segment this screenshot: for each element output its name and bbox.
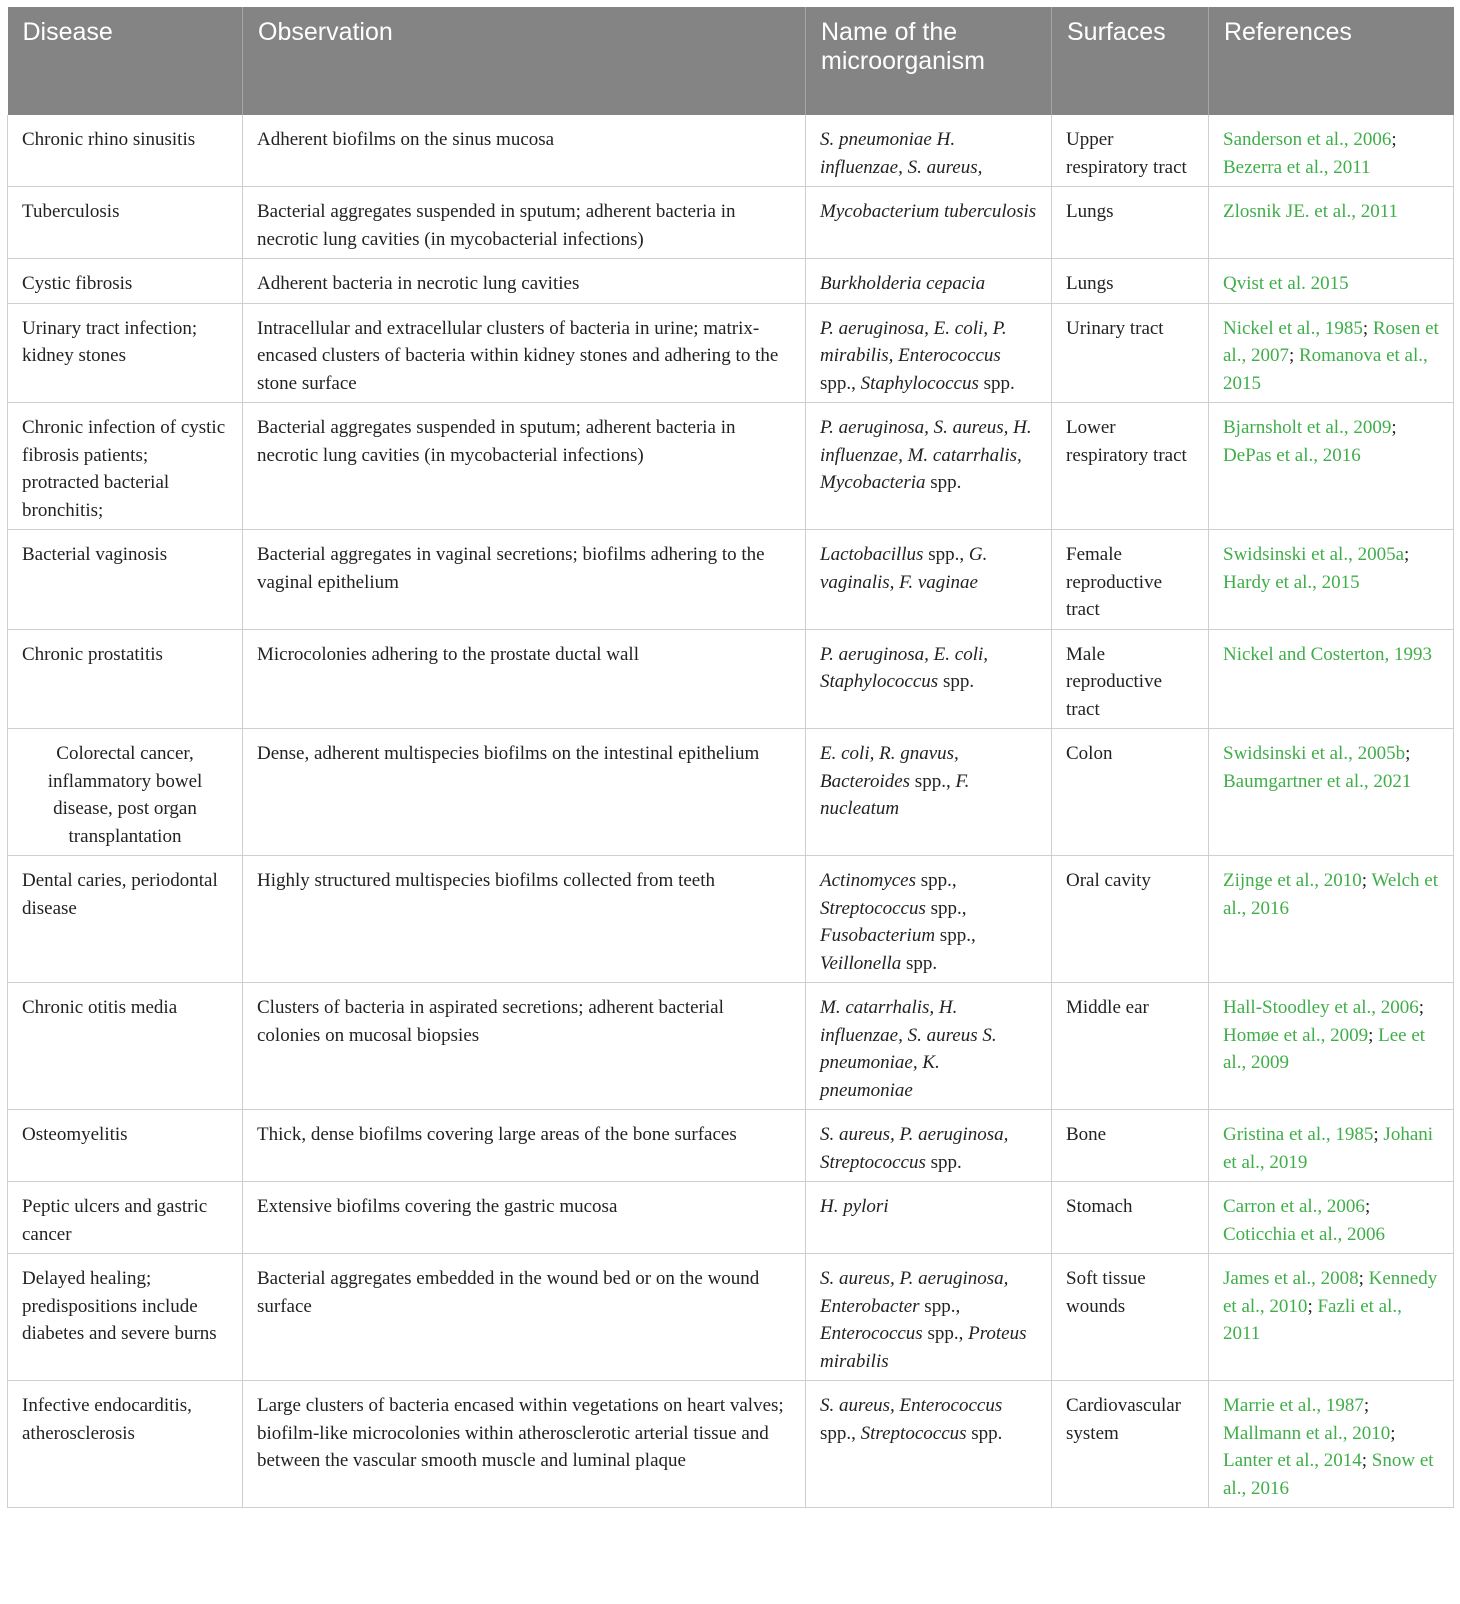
organism-suffix: spp., [939, 925, 976, 946]
references-cell [1209, 629, 1454, 729]
organism-name: Lactobacillus [820, 544, 929, 565]
surface-cell: Male reproductive tract [1052, 629, 1209, 729]
organism-cell [806, 856, 1052, 983]
organism-name: G. vaginalis, F. vaginae [820, 544, 988, 593]
reference-link[interactable]: Fazli et al., 2011 [1223, 1295, 1402, 1344]
disease-cell: Chronic rhino sinusitis [8, 115, 243, 187]
disease-cell: Bacterial vaginosis [8, 530, 243, 630]
organism-suffix: spp., [820, 1422, 861, 1444]
references-cell [1209, 115, 1454, 187]
reference-link[interactable]: Sanderson et al., 2006 [1223, 129, 1392, 150]
surface-cell: Urinary tract [1052, 303, 1209, 403]
table-row [8, 1182, 1454, 1254]
surface-cell: Upper respiratory tract [1052, 115, 1209, 187]
organism-cell [806, 530, 1052, 630]
reference-link[interactable]: Swidsinski et al., 2005b [1223, 743, 1406, 764]
organism-suffix: spp. [906, 952, 938, 974]
organism-suffix: spp., [924, 1295, 961, 1317]
reference-link[interactable]: Johani et al., 2019 [1223, 1124, 1434, 1173]
observation-cell: Adherent bacteria in necrotic lung cavities [243, 259, 806, 304]
organism-suffix: spp., [930, 897, 967, 919]
organism-suffix: spp., [920, 870, 957, 891]
surface-cell: Colon [1052, 729, 1209, 856]
organism-suffix: spp. [942, 671, 975, 692]
header-surfaces: Surfaces [1052, 7, 1209, 115]
organism-suffix: spp., [820, 372, 861, 394]
organism-cell: Mycobacterium tuberculosis [806, 187, 1052, 259]
observation-cell: Bacterial aggregates suspended in sputum; adherent bacteria in necrotic lung cavities (in mycobacterial infections) [243, 403, 806, 530]
organism-suffix: spp. [983, 372, 1015, 394]
reference-link[interactable]: James et al., 2008 [1223, 1268, 1359, 1289]
organism-suffix: spp. [971, 1422, 1003, 1444]
reference-separator: ; [1405, 743, 1411, 764]
header-microorganism: Name of the microorganism [806, 7, 1052, 115]
surface-cell: Middle ear [1052, 983, 1209, 1110]
reference-separator: ; [1418, 997, 1425, 1018]
reference-separator: ; [1368, 1024, 1379, 1046]
organism-name: Enterococcus [820, 1323, 928, 1344]
organism-suffix: spp., [928, 544, 969, 565]
reference-link[interactable]: Zlosnik JE. et al., 2011 [1223, 201, 1399, 222]
reference-separator: ; [1391, 417, 1397, 438]
reference-link[interactable]: Bezerra et al., 2011 [1223, 156, 1371, 178]
organism-name: S. aureus, P. aeruginosa, Streptococcus [820, 1124, 1009, 1173]
organism-cell: M. catarrhalis, H. influenzae, S. aureus S. pneumoniae, K. pneumoniae [806, 983, 1052, 1110]
organism-name: S. aureus, P. aeruginosa, Enterobacter [820, 1268, 1009, 1317]
observation-cell: Microcolonies adhering to the prostate ductal wall [243, 629, 806, 729]
references-cell [1209, 1381, 1454, 1508]
disease-cell: Peptic ulcers and gastric cancer [8, 1182, 243, 1254]
reference-separator: ; [1307, 1295, 1318, 1317]
organism-cell: Burkholderia cepacia [806, 259, 1052, 304]
reference-separator: ; [1362, 317, 1373, 339]
organism-cell [806, 1254, 1052, 1381]
organism-name: Streptococcus [860, 1422, 972, 1444]
organism-name: E. coli, R. gnavus, Bacteroides [820, 743, 959, 792]
observation-cell: Bacterial aggregates in vaginal secretions; biofilms adhering to the vaginal epithelium [243, 530, 806, 630]
table-row [8, 259, 1454, 304]
observation-cell: Highly structured multispecies biofilms collected from teeth [243, 856, 806, 983]
observation-cell: Bacterial aggregates embedded in the wound bed or on the wound surface [243, 1254, 806, 1381]
observation-cell: Extensive biofilms covering the gastric mucosa [243, 1182, 806, 1254]
table-row [8, 115, 1454, 187]
reference-link[interactable]: Rosen et al., 2007 [1223, 317, 1439, 366]
organism-cell: S. pneumoniae H. influenzae, S. aureus, [806, 115, 1052, 187]
organism-suffix: spp. [930, 1151, 962, 1173]
observation-cell: Dense, adherent multispecies biofilms on the intestinal epithelium [243, 729, 806, 856]
table-header [8, 7, 1454, 115]
header-disease: Disease [8, 7, 243, 115]
header-row [8, 7, 1454, 115]
organism-cell [806, 1381, 1052, 1508]
header-references: References [1209, 7, 1454, 115]
reference-separator: ; [1358, 1268, 1369, 1289]
surface-cell: Female reproductive tract [1052, 530, 1209, 630]
reference-link[interactable]: Romanova et al., 2015 [1223, 345, 1428, 394]
surface-cell: Oral cavity [1052, 856, 1209, 983]
organism-name: F. nucleatum [820, 770, 970, 819]
surface-cell: Bone [1052, 1110, 1209, 1182]
reference-link[interactable]: Bjarnsholt et al., 2009 [1223, 417, 1392, 438]
organism-name: P. aeruginosa, E. coli, Staphylococcus [820, 643, 989, 692]
references-cell [1209, 530, 1454, 630]
reference-link[interactable]: Lanter et al., 2014 [1223, 1450, 1362, 1471]
organism-cell [806, 1110, 1052, 1182]
references-cell [1209, 1254, 1454, 1381]
disease-cell: Infective endocarditis, atherosclerosis [8, 1381, 243, 1508]
table-row [8, 1110, 1454, 1182]
reference-link[interactable]: Qvist et al. 2015 [1223, 273, 1349, 294]
organism-name: P. aeruginosa, E. coli, P. mirabilis, Enterococcus [820, 317, 1007, 366]
organism-suffix: spp., [927, 1323, 969, 1344]
reference-link[interactable]: Baumgartner et al., 2021 [1223, 770, 1412, 792]
reference-separator: ; [1404, 544, 1410, 565]
table-row [8, 530, 1454, 630]
reference-link[interactable]: Swidsinski et al., 2005a [1223, 544, 1405, 565]
disease-cell: Tuberculosis [8, 187, 243, 259]
table-row [8, 983, 1454, 1110]
disease-cell: Cystic fibrosis [8, 259, 243, 304]
reference-separator: ; [1391, 129, 1397, 150]
references-cell [1209, 983, 1454, 1110]
reference-separator: ; [1361, 870, 1372, 891]
reference-separator: ; [1390, 1422, 1396, 1444]
organism-name: Streptococcus [820, 897, 931, 919]
reference-link[interactable]: Welch et al., 2016 [1223, 870, 1438, 919]
surface-cell: Lower respiratory tract [1052, 403, 1209, 530]
disease-cell: Chronic otitis media [8, 983, 243, 1110]
reference-link[interactable]: Carron et al., 2006 [1223, 1196, 1365, 1217]
disease-cell: Delayed healing; predispositions include diabetes and severe burns [8, 1254, 243, 1381]
organism-cell [806, 729, 1052, 856]
surface-cell: Lungs [1052, 187, 1209, 259]
organism-suffix: spp., [914, 770, 956, 792]
organism-suffix: spp. [930, 472, 962, 493]
organism-name: Veillonella [820, 952, 907, 974]
organism-name: Staphylococcus [860, 372, 984, 394]
references-cell [1209, 1182, 1454, 1254]
organism-cell [806, 629, 1052, 729]
reference-separator: ; [1288, 345, 1299, 366]
reference-link[interactable]: Homøe et al., 2009 [1223, 1024, 1369, 1046]
reference-link[interactable]: Hall-Stoodley et al., 2006 [1223, 997, 1419, 1018]
references-cell [1209, 259, 1454, 304]
table-row [8, 1381, 1454, 1508]
reference-link[interactable]: Nickel and Costerton, 1993 [1223, 643, 1432, 665]
table-row [8, 856, 1454, 983]
references-cell [1209, 1110, 1454, 1182]
observation-cell: Large clusters of bacteria encased within vegetations on heart valves; biofilm-like microcolonies within atherosclerotic arterial tissue and between the vascular smooth muscle and luminal plaque [243, 1381, 806, 1508]
disease-cell: Dental caries, periodontal disease [8, 856, 243, 983]
reference-link[interactable]: Snow et al., 2016 [1223, 1450, 1434, 1499]
references-cell [1209, 856, 1454, 983]
reference-separator: ; [1363, 1395, 1370, 1416]
disease-cell: Urinary tract infection; kidney stones [8, 303, 243, 403]
organism-name: S. aureus, Enterococcus [820, 1395, 1003, 1416]
organism-cell [806, 403, 1052, 530]
organism-name: P. aeruginosa, S. aureus, H. influenzae, M. catarrhalis, Mycobacteria [820, 417, 1032, 493]
disease-cell: Chronic infection of cystic fibrosis patients; protracted bacterial bronchitis; [8, 403, 243, 530]
observation-cell: Intracellular and extracellular clusters of bacteria in urine; matrix-encased clusters of bacteria within kidney stones and adhering to the stone surface [243, 303, 806, 403]
reference-separator: ; [1364, 1196, 1371, 1217]
observation-cell: Clusters of bacteria in aspirated secretions; adherent bacterial colonies on mucosal biopsies [243, 983, 806, 1110]
organism-cell [806, 303, 1052, 403]
references-cell [1209, 403, 1454, 530]
reference-link[interactable]: Hardy et al., 2015 [1223, 571, 1360, 593]
reference-link[interactable]: Kennedy et al., 2010 [1223, 1268, 1438, 1317]
table-row [8, 187, 1454, 259]
observation-cell: Thick, dense biofilms covering large areas of the bone surfaces [243, 1110, 806, 1182]
table-row [8, 403, 1454, 530]
disease-cell: Colorectal cancer, inflammatory bowel disease, post organ transplantation [8, 729, 243, 856]
observation-cell: Adherent biofilms on the sinus mucosa [243, 115, 806, 187]
table-row [8, 729, 1454, 856]
reference-link[interactable]: Mallmann et al., 2010 [1223, 1422, 1391, 1444]
reference-link[interactable]: Coticchia et al., 2006 [1223, 1223, 1385, 1245]
disease-cell: Osteomyelitis [8, 1110, 243, 1182]
header-observation: Observation [243, 7, 806, 115]
reference-link[interactable]: Gristina et al., 1985 [1223, 1124, 1374, 1145]
reference-separator: ; [1361, 1450, 1372, 1471]
biofilm-disease-table [7, 7, 1454, 1508]
references-cell [1209, 187, 1454, 259]
reference-link[interactable]: Lee et al., 2009 [1223, 1024, 1426, 1073]
reference-link[interactable]: Nickel et al., 1985 [1223, 317, 1363, 339]
reference-link[interactable]: DePas et al., 2016 [1223, 444, 1361, 466]
organism-name: Proteus mirabilis [820, 1323, 1027, 1372]
table-body [8, 115, 1454, 1508]
table-row [8, 303, 1454, 403]
table-container [7, 7, 1453, 1508]
observation-cell: Bacterial aggregates suspended in sputum; adherent bacteria in necrotic lung cavities (in mycobacterial infections) [243, 187, 806, 259]
table-row [8, 1254, 1454, 1381]
organism-name: Actinomyces [820, 870, 921, 891]
reference-separator: ; [1373, 1124, 1384, 1145]
references-cell [1209, 303, 1454, 403]
surface-cell: Lungs [1052, 259, 1209, 304]
surface-cell: Soft tissue wounds [1052, 1254, 1209, 1381]
organism-cell: H. pylori [806, 1182, 1052, 1254]
surface-cell: Stomach [1052, 1182, 1209, 1254]
organism-name: Fusobacterium [820, 925, 940, 946]
disease-cell: Chronic prostatitis [8, 629, 243, 729]
reference-link[interactable]: Zijnge et al., 2010 [1223, 870, 1362, 891]
references-cell [1209, 729, 1454, 856]
surface-cell: Cardiovascular system [1052, 1381, 1209, 1508]
reference-link[interactable]: Marrie et al., 1987 [1223, 1395, 1364, 1416]
table-row [8, 629, 1454, 729]
